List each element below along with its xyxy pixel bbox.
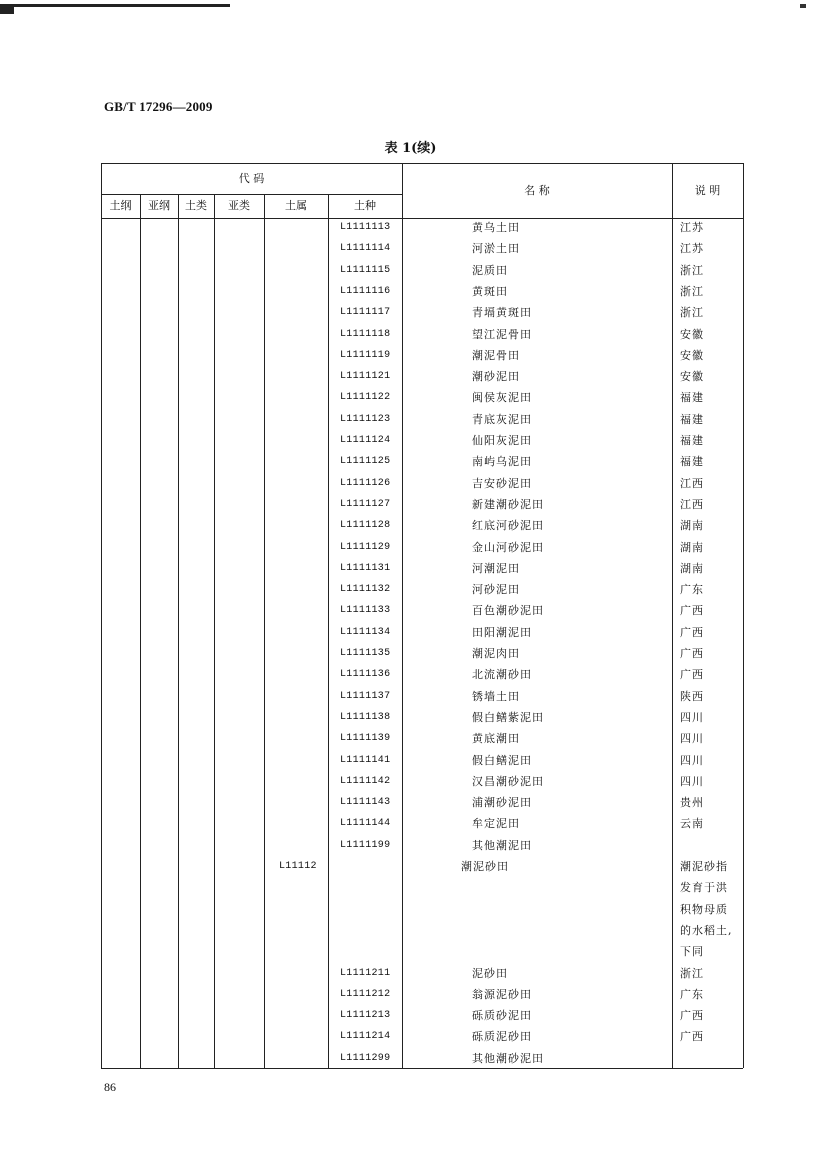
table-right-border: [743, 163, 744, 1068]
soil-name: 锈墙土田: [472, 689, 520, 703]
note-province: 湖南: [680, 540, 704, 554]
header-soil-species: 土种: [354, 199, 376, 212]
soil-name: 潮砂泥田: [472, 370, 520, 384]
note-province: 陕西: [680, 689, 704, 703]
soil-name: 汉昌潮砂泥田: [472, 774, 544, 788]
soil-name: 河砂泥田: [472, 583, 520, 597]
soil-species-code: L1111139: [340, 733, 391, 745]
note-province: 四川: [680, 774, 704, 788]
soil-name: 黄乌土田: [472, 221, 520, 234]
column-divider: [178, 194, 179, 1068]
column-divider: [264, 194, 265, 1068]
soil-species-code: L1111134: [340, 626, 391, 638]
note-province: 福建: [680, 455, 704, 469]
soil-name: 翁源泥砂田: [472, 987, 532, 1001]
note-text: 潮泥砂指: [680, 860, 728, 873]
soil-name: 砾质泥砂田: [472, 1030, 532, 1044]
soil-species-code: L1111143: [340, 797, 391, 809]
soil-name: 青塥黄斑田: [472, 306, 532, 320]
soil-name: 金山河砂泥田: [472, 540, 544, 554]
soil-species-code: L1111299: [340, 1052, 391, 1064]
note-province: 湖南: [680, 561, 704, 575]
header-genus: 土属: [285, 199, 307, 212]
note-province: 江苏: [680, 221, 704, 234]
soil-species-code: L1111135: [340, 648, 391, 659]
note-province: 四川: [680, 732, 704, 746]
note-province: 广西: [680, 647, 704, 660]
note-text: 的水稻土,: [680, 923, 733, 937]
soil-name: 泥质田: [472, 263, 508, 277]
soil-species-code: L1111128: [340, 520, 391, 532]
soil-species-code: L1111122: [340, 392, 391, 404]
note-province: 浙江: [680, 306, 704, 320]
header-divider-line: [101, 194, 402, 195]
soil-species-code: L1111126: [340, 477, 391, 489]
note-text: 积物母质: [680, 902, 728, 916]
standard-id: GB/T 17296—2009: [104, 99, 213, 114]
soil-species-code: L1111114: [340, 243, 391, 255]
group-header-code: 代 码: [238, 172, 265, 185]
soil-species-code: L1111127: [340, 498, 391, 510]
note-province: 四川: [680, 710, 704, 724]
soil-species-code: L1111117: [340, 307, 391, 319]
soil-name: 仙阳灰泥田: [472, 434, 532, 447]
header-bottom-border: [101, 218, 743, 219]
soil-name: 潮泥骨田: [472, 348, 520, 362]
soil-name: 百色潮砂泥田: [472, 604, 544, 618]
soil-species-code: L1111199: [340, 839, 391, 851]
note-province: 广东: [680, 583, 704, 597]
soil-species-code: L1111131: [340, 562, 391, 574]
note-province: 江西: [680, 476, 704, 490]
note-province: 福建: [680, 391, 704, 405]
column-divider: [140, 194, 141, 1068]
soil-name: 黄斑田: [472, 284, 508, 298]
header-suborder: 亚纲: [148, 199, 170, 212]
soil-species-code: L1111123: [340, 413, 391, 425]
soil-species-code: L1111116: [340, 285, 391, 297]
soil-species-code: L1111133: [340, 605, 391, 617]
column-divider: [328, 194, 329, 1068]
scan-edge-mark: [0, 4, 230, 7]
note-province: 广东: [680, 987, 704, 1001]
soil-species-code: L1111119: [340, 349, 391, 361]
note-province: 福建: [680, 412, 704, 426]
soil-name: 浦潮砂泥田: [472, 796, 532, 810]
soil-species-code: L1111136: [340, 669, 391, 681]
soil-name: 新建潮砂泥田: [472, 497, 544, 511]
note-province: 四川: [680, 753, 704, 767]
note-province: 广西: [680, 668, 704, 682]
column-divider: [402, 163, 403, 1068]
table-bottom-border: [101, 1068, 743, 1069]
note-province: 安徽: [680, 348, 704, 362]
soil-name: 田阳潮泥田: [472, 625, 532, 639]
note-province: 安徽: [680, 327, 704, 341]
soil-name: 河潮泥田: [472, 561, 520, 575]
note-province: 贵州: [680, 796, 704, 810]
soil-name: 青底灰泥田: [472, 412, 532, 426]
soil-species-code: L1111212: [340, 988, 391, 1000]
soil-species-code: L1111125: [340, 456, 391, 468]
table-left-border: [101, 163, 102, 1068]
header-name: 名 称: [524, 184, 550, 197]
column-divider: [214, 194, 215, 1068]
table-title: 表 1(续): [384, 141, 437, 156]
soil-genus-code: L11112: [279, 861, 317, 872]
soil-name: 其他潮泥田: [472, 838, 532, 852]
soil-species-code: L1111213: [340, 1010, 391, 1022]
note-province: 广西: [680, 1030, 704, 1044]
soil-species-code: L1111124: [340, 435, 391, 446]
header-note: 说 明: [694, 184, 721, 197]
soil-species-code: L1111132: [340, 584, 391, 596]
soil-species-code: L1111118: [340, 328, 391, 340]
note-text: 发育于洪: [680, 881, 728, 895]
soil-species-code: L1111115: [340, 264, 391, 276]
scan-corner-mark: [0, 4, 14, 14]
soil-species-code: L1111138: [340, 711, 391, 723]
soil-name: 其他潮砂泥田: [472, 1051, 544, 1065]
page-number: 86: [104, 1080, 116, 1094]
soil-name: 红底河砂泥田: [472, 519, 544, 533]
soil-species-code: L1111137: [340, 690, 391, 702]
note-province: 云南: [680, 817, 704, 831]
soil-name: 假白鳝泥田: [472, 753, 532, 767]
soil-species-code: L1111121: [340, 371, 391, 383]
column-divider: [672, 163, 673, 1068]
note-province: 广西: [680, 604, 704, 618]
note-province: 浙江: [680, 263, 704, 277]
soil-species-code: L1111113: [340, 222, 391, 233]
soil-name: 泥砂田: [472, 966, 508, 980]
note-province: 安徽: [680, 370, 704, 384]
soil-name: 假白鳝紫泥田: [472, 710, 544, 724]
soil-species-code: L1111142: [340, 775, 391, 787]
note-province: 湖南: [680, 519, 704, 533]
header-subgroup: 亚类: [228, 199, 250, 212]
note-province: 浙江: [680, 284, 704, 298]
soil-name: 砾质砂泥田: [472, 1009, 532, 1023]
header-soil-order: 土纲: [109, 199, 132, 212]
soil-species-code: L1111214: [340, 1031, 391, 1043]
soil-name: 北流潮砂田: [472, 668, 532, 682]
header-great-group: 土类: [185, 199, 207, 212]
soil-name: 潮泥肉田: [472, 647, 520, 660]
soil-name: 望江泥骨田: [472, 327, 532, 341]
soil-species-code: L1111211: [340, 967, 391, 979]
soil-species-code: L1111141: [340, 754, 391, 766]
soil-species-code: L1111129: [340, 541, 391, 553]
note-province: 浙江: [680, 966, 704, 980]
note-province: 江西: [680, 497, 704, 511]
soil-name: 黄底潮田: [472, 732, 520, 746]
soil-name: 河淤土田: [472, 242, 520, 256]
soil-name: 牟定泥田: [472, 817, 520, 831]
note-province: 福建: [680, 434, 704, 447]
note-text: 下同: [680, 945, 704, 959]
scan-speck-mark: [800, 4, 806, 8]
soil-name: 闽侯灰泥田: [472, 391, 532, 405]
note-province: 广西: [680, 625, 704, 639]
table-top-border: [101, 163, 743, 164]
soil-name: 吉安砂泥田: [472, 476, 532, 490]
note-province: 江苏: [680, 242, 704, 256]
note-province: 广西: [680, 1009, 704, 1023]
soil-name: 南屿乌泥田: [472, 455, 532, 469]
soil-name: 潮泥砂田: [461, 860, 509, 873]
soil-species-code: L1111144: [340, 818, 391, 830]
